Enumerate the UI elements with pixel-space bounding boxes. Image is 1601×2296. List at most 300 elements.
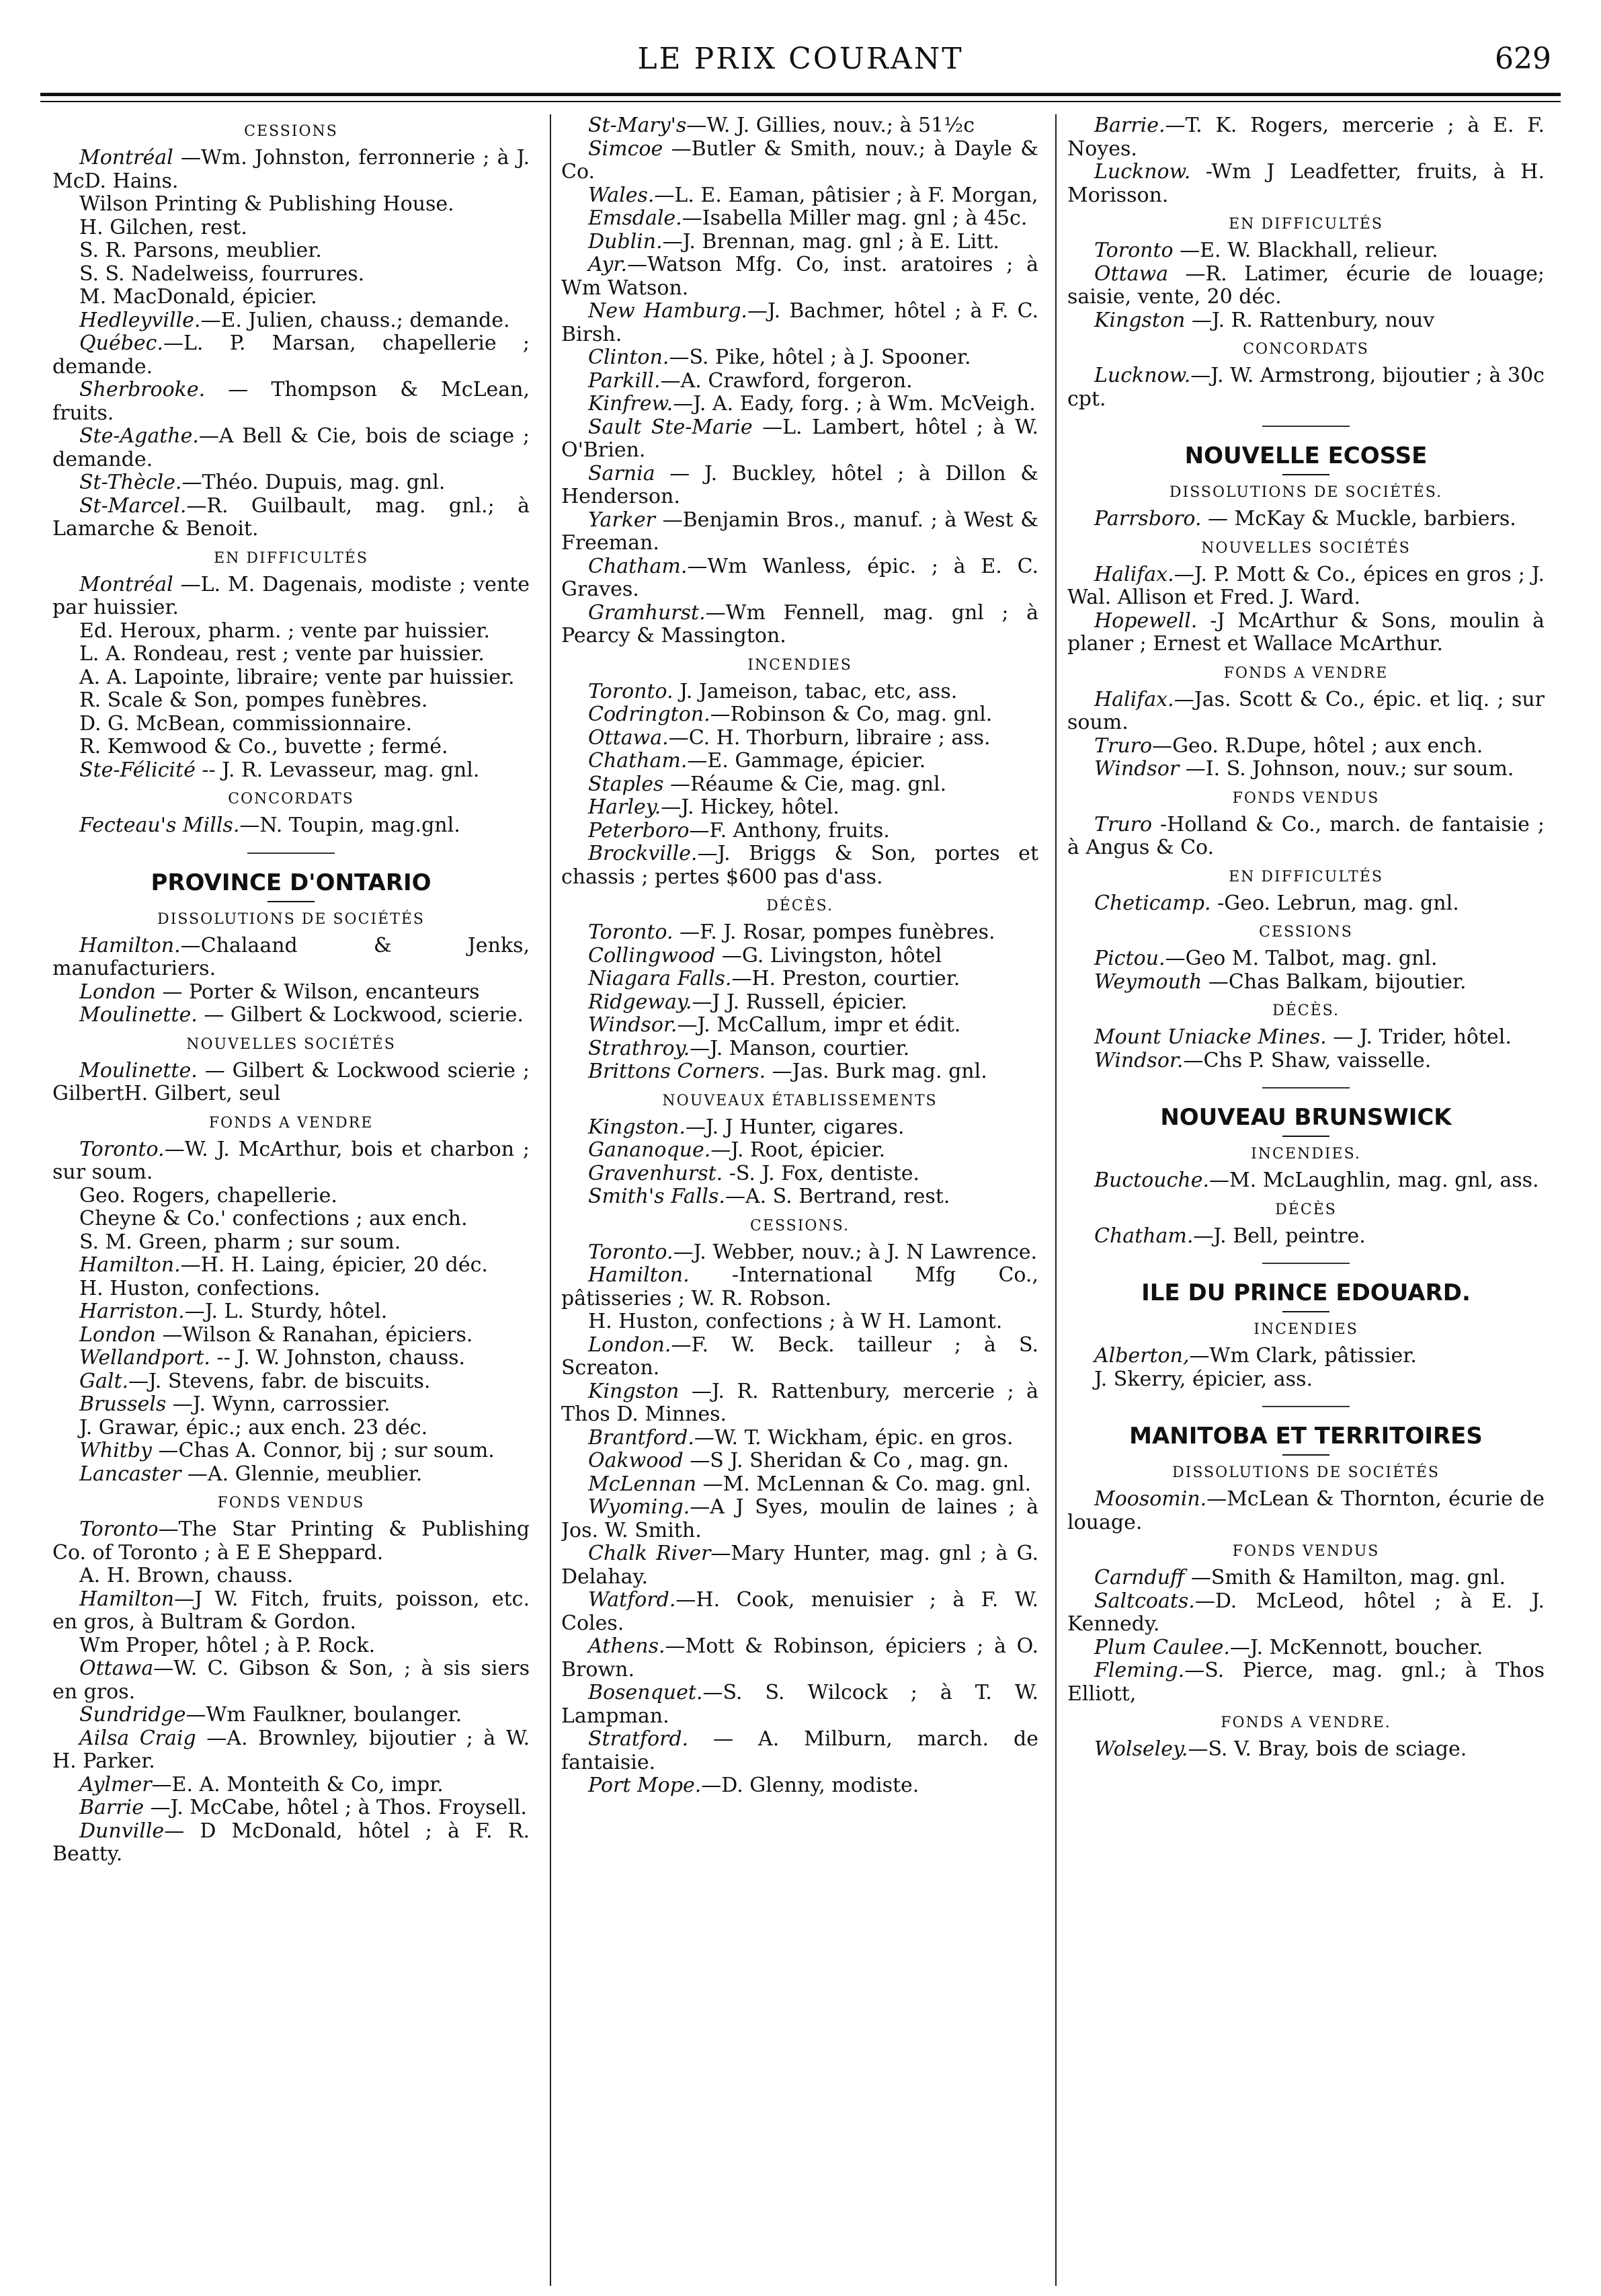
place-name: Staples — [588, 772, 664, 796]
section-label: DÉCÈS. — [766, 898, 833, 914]
entry-text: —Mary Hunter, mag. gnl ; à G. Delahay. — [561, 1542, 1038, 1589]
entry-text: R. Scale & Son, pompes funèbres. — [79, 688, 428, 712]
listing-entry — [1067, 263, 1545, 309]
section-label: EN DIFFICULTÉS — [1229, 216, 1383, 233]
listing-entry — [561, 509, 1038, 555]
place-name: Gananoque. — [588, 1138, 711, 1162]
entry-text: —W. J. Gillies, nouv.; à 51½c — [686, 114, 975, 137]
place-name: Parkill. — [588, 368, 661, 393]
section-divider — [1262, 1263, 1350, 1264]
place-name: Fecteau's Mills. — [79, 814, 240, 837]
listing-entry — [1067, 309, 1545, 333]
heading-underline — [1282, 1454, 1329, 1456]
place-name: Hamilton. — [79, 933, 181, 957]
place-name: Hamilton. — [79, 1253, 181, 1277]
entry-text: —I. S. Johnson, nouv.; sur soum. — [1179, 757, 1514, 781]
place-name: Windsor. — [1094, 1048, 1184, 1072]
entry-text: —J. P. Mott & Co., épices en gros ; J. Wal. Allison et Fred. J. Ward. — [1067, 562, 1545, 609]
listing-entry — [52, 1254, 530, 1277]
place-name: Peterboro — [588, 818, 690, 842]
place-name: Brantford. — [588, 1425, 694, 1450]
place-name: Mount Uniacke Mines. — [1094, 1025, 1327, 1049]
place-name: Toronto — [79, 1517, 159, 1541]
section-label: FONDS A VENDRE — [208, 1114, 374, 1132]
place-name: Ailsa Craig — [79, 1726, 196, 1750]
place-name: Toronto. — [588, 920, 673, 944]
listing-entry — [52, 495, 530, 541]
listing-entry — [561, 1334, 1038, 1380]
listing-entry — [561, 602, 1038, 648]
entry-text: — A. Milburn, march. de fantaisie. — [561, 1727, 1038, 1774]
place-name: Chatham. — [1094, 1224, 1194, 1248]
listing-entry — [52, 1518, 530, 1565]
listing-entry — [561, 253, 1038, 300]
entry-text: —S. V. Bray, bois de sciage. — [1188, 1737, 1467, 1761]
listing-entry — [52, 1565, 530, 1588]
place-name: Codrington. — [588, 703, 710, 726]
listing-entry — [561, 1728, 1038, 1774]
place-name: Ottawa — [79, 1657, 154, 1680]
listing-entry — [561, 184, 1038, 208]
listing-entry — [1067, 1590, 1545, 1636]
entry-text: —S. Pike, hôtel ; à J. Spooner. — [669, 346, 971, 369]
place-name: Toronto — [1094, 239, 1174, 262]
entry-text: S. S. Nadelweiss, fourrures. — [79, 262, 365, 286]
place-name: Hopewell. — [1094, 608, 1198, 633]
section-label: CONCORDATS — [228, 791, 354, 807]
listing-entry — [561, 138, 1038, 184]
listing-entry — [52, 1277, 530, 1301]
listing-entry — [52, 666, 530, 690]
entry-text: —Wm Faulkner, boulanger. — [186, 1703, 462, 1727]
listing-entry — [52, 1347, 530, 1370]
entry-text: —Chas Balkam, bijoutier. — [1202, 969, 1467, 994]
listing-entry — [52, 1463, 530, 1487]
listing-entry — [561, 346, 1038, 370]
listing-entry — [52, 239, 530, 263]
place-name: Fleming. — [1094, 1659, 1185, 1682]
listing-entry — [1067, 735, 1545, 758]
place-name: Collingwood — [588, 943, 716, 967]
place-name: Buctouche. — [1094, 1169, 1210, 1192]
entry-text: H. Huston, confections. — [79, 1276, 321, 1300]
listing-entry — [561, 842, 1038, 889]
place-name: Parrsboro. — [1094, 507, 1202, 530]
entry-text: —J. L. Sturdy, hôtel. — [184, 1300, 388, 1323]
entry-text: —J. Wynn, carrossier. — [166, 1392, 391, 1416]
place-name: Gramhurst. — [588, 600, 706, 625]
entry-text: —A. S. Bertrand, rest. — [725, 1185, 950, 1208]
listing-entry — [561, 1496, 1038, 1542]
entry-text: L. A. Rondeau, rest ; vente par huissier. — [79, 642, 485, 666]
entry-text: —E. W. Blackhall, relieur. — [1173, 239, 1438, 262]
section-label: EN DIFFICULTÉS — [1229, 868, 1383, 885]
place-name: Sault Ste-Marie — [588, 415, 753, 439]
entry-text: -Wm J Leadfetter, fruits, à H. Morisson. — [1067, 160, 1545, 207]
place-name: Harley. — [588, 795, 661, 819]
place-name: Plum Caulee. — [1094, 1635, 1230, 1659]
province-heading: PROVINCE D'ONTARIO — [151, 869, 432, 896]
listing-entry — [52, 1417, 530, 1440]
place-name: Québec. — [79, 331, 163, 355]
section-label: NOUVEAUX ÉTABLISSEMENTS — [662, 1092, 938, 1109]
entry-text: —Chalaand & Jenks, manufacturiers. — [52, 933, 530, 980]
listing-entry — [1067, 161, 1545, 207]
listing-entry — [561, 1162, 1038, 1186]
listing-entry — [52, 309, 530, 333]
listing-entry — [52, 147, 530, 193]
column-divider — [550, 114, 551, 2286]
place-name: Chatham. — [588, 554, 688, 578]
place-name: Galt. — [79, 1369, 129, 1393]
place-name: Whitby — [79, 1439, 152, 1462]
entry-text: S. R. Parsons, meublier. — [79, 239, 322, 262]
header-rule-thick — [40, 93, 1561, 96]
place-name: Wyoming. — [588, 1495, 690, 1519]
place-name: Moosomin. — [1094, 1487, 1207, 1511]
section-label: DÉCÈS. — [1272, 1002, 1340, 1019]
section-label: FONDS VENDUS — [1232, 1543, 1380, 1560]
entry-text: —J. R. Rattenbury, nouv — [1185, 308, 1435, 332]
place-name: Gravenhurst. — [588, 1161, 723, 1185]
entry-text: —F. Anthony, fruits. — [689, 818, 890, 842]
entry-text: —J. Hickey, hôtel. — [661, 795, 839, 819]
listing-entry — [1067, 1169, 1545, 1193]
place-name: Dunville — [79, 1819, 165, 1843]
listing-entry — [561, 1473, 1038, 1497]
entry-text: —J. Webber, nouv.; à J. N Lawrence. — [673, 1240, 1038, 1264]
column-3 — [1067, 114, 1545, 2279]
place-name: Ste-Agathe. — [79, 424, 199, 448]
entry-text: —E. Julien, chauss.; demande. — [200, 308, 510, 332]
listing-entry — [561, 703, 1038, 727]
listing-entry — [561, 750, 1038, 773]
section-label: EN DIFFICULTÉS — [214, 549, 368, 567]
place-name: Sherbrooke. — [79, 378, 206, 401]
listing-entry — [1067, 1488, 1545, 1534]
listing-entry — [561, 1681, 1038, 1728]
column-1 — [52, 114, 530, 2279]
listing-entry — [1067, 364, 1545, 411]
listing-entry — [52, 1657, 530, 1704]
province-heading-block — [1067, 1422, 1545, 1456]
listing-entry — [561, 114, 1038, 138]
entry-text: J. Jameison, tabac, etc, ass. — [673, 679, 958, 703]
section-label: CESSIONS — [244, 123, 338, 140]
listing-entry — [561, 991, 1038, 1015]
place-name: Ste-Félicité — [79, 758, 196, 782]
entry-text: —C. H. Thorburn, libraire ; ass. — [668, 725, 991, 750]
place-name: Ottawa. — [588, 725, 669, 750]
place-name: Ayr. — [588, 253, 627, 276]
place-name: Simcoe — [588, 136, 663, 161]
heading-underline — [268, 901, 315, 902]
listing-entry — [52, 1727, 530, 1774]
listing-entry — [561, 967, 1038, 991]
listing-entry — [52, 573, 530, 620]
listing-entry — [52, 643, 530, 666]
listing-entry — [561, 1774, 1038, 1798]
listing-entry — [52, 759, 530, 783]
listing-entry — [561, 1635, 1038, 1681]
page-number: 629 — [1495, 42, 1551, 76]
place-name: Toronto. — [588, 679, 673, 703]
listing-entry — [561, 1241, 1038, 1265]
province-heading: ILE DU PRINCE EDOUARD. — [1141, 1279, 1471, 1306]
listing-entry — [1067, 1659, 1545, 1706]
listing-entry — [52, 216, 530, 240]
listing-entry — [52, 713, 530, 736]
entry-text: D. G. McBean, commissionnaire. — [79, 711, 413, 736]
section-label: DISSOLUTIONS DE SOCIÉTÉS — [157, 910, 425, 928]
entry-text: -- J. W. Johnston, chauss. — [210, 1346, 466, 1370]
place-name: Lucknow. — [1094, 160, 1191, 184]
entry-text: —L. M. Dagenais, modiste ; vente par huissier. — [52, 572, 530, 619]
entry-text: —J. J Hunter, cigares. — [685, 1115, 905, 1139]
listing-entry — [561, 1116, 1038, 1140]
place-name: Weymouth — [1094, 969, 1202, 994]
entry-text: —S. Pierce, mag. gnl.; à Thos Elliott, — [1067, 1659, 1545, 1706]
listing-entry — [561, 555, 1038, 602]
listing-entry — [52, 193, 530, 216]
entry-text: —Wilson & Ranahan, épiciers. — [155, 1322, 473, 1347]
column-2 — [561, 114, 1038, 2279]
place-name: Hedleyville. — [79, 308, 201, 332]
entry-text: —E. A. Monteith & Co, impr. — [151, 1772, 444, 1796]
place-name: Brockville. — [588, 842, 698, 865]
entry-text: —Chs P. Shaw, vaisselle. — [1183, 1048, 1432, 1072]
entry-text: -J McArthur & Sons, moulin à planer ; Ernest et Wallace McArthur. — [1067, 608, 1545, 656]
section-label: DISSOLUTIONS DE SOCIÉTÉS. — [1169, 484, 1443, 501]
listing-entry — [1067, 1345, 1545, 1368]
place-name: Moulinette. — [79, 1003, 198, 1027]
entry-text: —A J Syes, moulin de laines ; à Jos. W. Smith. — [561, 1495, 1038, 1542]
listing-entry — [52, 1185, 530, 1208]
listing-entry — [52, 736, 530, 759]
listing-entry — [561, 231, 1038, 254]
place-name: Windsor. — [588, 1013, 678, 1037]
listing-entry — [52, 1820, 530, 1866]
header-rule-thin — [40, 101, 1561, 102]
listing-entry — [561, 820, 1038, 843]
entry-text: —H. Preston, courtier. — [731, 967, 960, 990]
place-name: Toronto. — [588, 1240, 673, 1264]
column-divider — [1055, 114, 1057, 2286]
section-label: FONDS A VENDRE — [1223, 664, 1389, 682]
entry-text: —M. McLennan & Co. mag. gnl. — [696, 1472, 1032, 1496]
place-name: Watford. — [588, 1588, 676, 1612]
entry-text: — J. Buckley, hôtel ; à Dillon & Henderson. — [561, 461, 1038, 508]
listing-entry — [561, 773, 1038, 797]
entry-text: -S. J. Fox, dentiste. — [723, 1161, 920, 1185]
listing-entry — [52, 1060, 530, 1106]
listing-entry — [52, 1231, 530, 1255]
listing-entry — [561, 1542, 1038, 1589]
listing-entry — [561, 1060, 1038, 1084]
entry-text: —J. Stevens, fabr. de biscuits. — [128, 1369, 431, 1393]
entry-text: — Gilbert & Lockwood scierie ; GilbertH. Gilbert, seul — [52, 1058, 530, 1105]
entry-text: —D. McLeod, hôtel ; à E. J. Kennedy. — [1067, 1589, 1545, 1636]
listing-entry — [52, 1588, 530, 1634]
listing-entry — [52, 1324, 530, 1347]
entry-text: —Chas A. Connor, bij ; sur soum. — [151, 1439, 495, 1462]
place-name: Halifax. — [1094, 687, 1174, 711]
listing-entry — [561, 1427, 1038, 1450]
entry-text: —F. J. Rosar, pompes funèbres. — [673, 920, 995, 944]
entry-text: —J J. Russell, épicier. — [692, 990, 907, 1014]
entry-text: —A Bell & Cie, bois de sciage ; demande. — [52, 424, 530, 471]
listing-entry — [561, 1037, 1038, 1061]
place-name: Wellandport. — [79, 1346, 210, 1370]
entry-text: —Jas. Scott & Co., épic. et liq. ; sur soum. — [1067, 687, 1545, 734]
listing-entry — [1067, 814, 1545, 860]
place-name: Carnduff — [1094, 1566, 1185, 1589]
place-name: Hamilton — [79, 1587, 175, 1611]
entry-text: —Isabella Miller mag. gnl ; à 45c. — [682, 206, 1028, 230]
listing-entry — [52, 620, 530, 643]
entry-text: —J. W. Armstrong, bijoutier ; à 30c cpt. — [1067, 364, 1545, 411]
entry-text: — Thompson & McLean, fruits. — [52, 378, 530, 425]
entry-text: S. M. Green, pharm ; sur soum. — [79, 1230, 401, 1254]
place-name: Stratford. — [588, 1727, 689, 1751]
place-name: London. — [588, 1333, 671, 1357]
entry-text: —J. R. Rattenbury, mercerie ; à Thos D. Minnes. — [561, 1379, 1038, 1426]
listing-entry — [561, 416, 1038, 463]
entry-text: —W. T. Wickham, épic. en gros. — [694, 1425, 1014, 1450]
listing-entry — [561, 796, 1038, 820]
entry-text: Wilson Printing & Publishing House. — [79, 192, 454, 216]
place-name: Pictou. — [1094, 947, 1165, 970]
place-name: Chatham. — [588, 749, 688, 773]
place-name: Kingston. — [588, 1115, 686, 1139]
listing-entry — [1067, 1225, 1545, 1249]
listing-entry — [1067, 758, 1545, 781]
place-name: Brussels — [79, 1392, 167, 1416]
province-heading-block — [1067, 1103, 1545, 1137]
section-label: NOUVELLES SOCIÉTÉS — [186, 1035, 396, 1053]
entry-text: — D McDonald, hôtel ; à F. R. Beatty. — [52, 1819, 530, 1866]
section-label: INCENDIES. — [1251, 1146, 1361, 1162]
entry-text: —McLean & Thornton, écurie de louage. — [1067, 1487, 1545, 1534]
listing-entry — [561, 1264, 1038, 1310]
heading-underline — [1282, 1136, 1329, 1137]
entry-text: —J. Root, épicier. — [710, 1138, 886, 1162]
listing-entry — [1067, 1026, 1545, 1050]
entry-text: —H. Cook, menuisier ; à F. W. Coles. — [561, 1588, 1038, 1635]
entry-text: —Robinson & Co, mag. gnl. — [710, 703, 993, 726]
place-name: Ridgeway. — [588, 990, 692, 1014]
place-name: Aylmer — [79, 1772, 152, 1796]
listing-entry — [1067, 114, 1545, 161]
place-name: Toronto. — [79, 1137, 165, 1161]
place-name: Saltcoats. — [1094, 1589, 1195, 1613]
entry-text: —A. Brownley, bijoutier ; à W. H. Parker. — [52, 1726, 530, 1773]
listing-entry — [561, 680, 1038, 704]
entry-text: —D. Glenny, modiste. — [701, 1774, 919, 1797]
entry-text: —Geo. R.Dupe, hôtel ; aux ench. — [1152, 734, 1483, 758]
place-name: Wolseley. — [1094, 1737, 1188, 1761]
listing-entry — [52, 1370, 530, 1394]
listing-entry — [52, 689, 530, 713]
listing-entry — [52, 286, 530, 309]
place-name: Sarnia — [588, 461, 655, 485]
entry-text: — McKay & Muckle, barbiers. — [1201, 507, 1516, 530]
province-heading-block — [52, 869, 530, 902]
place-name: Athens. — [588, 1634, 665, 1658]
entry-text: Wm Proper, hôtel ; à P. Rock. — [79, 1633, 376, 1657]
place-name: Chalk River — [588, 1542, 711, 1565]
listing-entry — [52, 263, 530, 286]
entry-text: —Wm Wanless, épic. ; à E. C. Graves. — [561, 554, 1038, 601]
listing-entry — [1067, 947, 1545, 971]
section-divider — [1262, 426, 1350, 427]
place-name: McLennan — [588, 1472, 697, 1496]
entry-text: —H. H. Laing, épicier, 20 déc. — [180, 1253, 488, 1277]
entry-text: —The Star Printing & Publishing Co. of Toronto ; à E E Sheppard. — [52, 1517, 530, 1565]
heading-underline — [1282, 1311, 1329, 1312]
place-name: Wales. — [588, 183, 655, 207]
entry-text: —J. Bell, peintre. — [1193, 1224, 1366, 1248]
entry-text: —W. C. Gibson & Son, ; à sis siers en gros. — [52, 1657, 530, 1704]
place-name: Halifax. — [1094, 562, 1174, 586]
entry-text: — Porter & Wilson, encanteurs — [155, 980, 480, 1004]
listing-entry — [561, 1380, 1038, 1427]
entry-text: —Mott & Robinson, épiciers ; à O. Brown. — [561, 1634, 1038, 1681]
listing-entry — [52, 332, 530, 379]
listing-entry — [561, 1589, 1038, 1635]
listing-entry — [1067, 239, 1545, 263]
entry-text: A. H. Brown, chauss. — [79, 1564, 294, 1587]
entry-text: —S. S. Wilcock ; à T. W. Lampman. — [561, 1681, 1038, 1728]
entry-text: H. Gilchen, rest. — [79, 215, 247, 239]
listing-entry — [1067, 563, 1545, 610]
listing-entry — [561, 1139, 1038, 1162]
place-name: Lancaster — [79, 1462, 181, 1486]
entry-text: Ed. Heroux, pharm. ; vente par huissier. — [79, 619, 491, 643]
entry-text: —J. Bachmer, hôtel ; à F. C. Birsh. — [561, 299, 1038, 346]
listing-entry — [52, 1208, 530, 1231]
place-name: Truro — [1094, 734, 1153, 758]
place-name: Kingston — [588, 1379, 680, 1403]
entry-text: —Wm Fennell, mag. gnl ; à Pearcy & Massington. — [561, 600, 1038, 647]
place-name: New Hamburg. — [588, 299, 747, 323]
entry-text: -Geo. Lebrun, mag. gnl. — [1210, 891, 1459, 915]
listing-entry — [1067, 892, 1545, 916]
entry-text: —R. Guilbault, mag. gnl.; à Lamarche & Benoit. — [52, 493, 530, 541]
province-heading-block — [1067, 442, 1545, 475]
entry-text: Cheyne & Co.' confections ; aux ench. — [79, 1207, 468, 1230]
section-label: FONDS VENDUS — [217, 1495, 365, 1511]
listing-entry — [52, 425, 530, 471]
listing-entry — [52, 1439, 530, 1463]
entry-text: —Wm Clark, pâtissier. — [1189, 1344, 1417, 1368]
entry-text: —J. McKennott, boucher. — [1229, 1635, 1483, 1659]
listing-entry — [1067, 971, 1545, 994]
listing-entry — [561, 1014, 1038, 1037]
place-name: Ottawa — [1094, 262, 1169, 286]
listing-entry — [1067, 688, 1545, 735]
listing-entry — [561, 393, 1038, 416]
entry-text: —J. Brennan, mag. gnl ; à E. Litt. — [662, 229, 999, 253]
listing-entry — [52, 1704, 530, 1727]
listing-entry — [52, 1774, 530, 1797]
listing-entry — [52, 1634, 530, 1658]
listing-entry — [52, 814, 530, 838]
entry-text: — J. Trider, hôtel. — [1326, 1025, 1512, 1049]
place-name: St-Thècle. — [79, 471, 182, 494]
place-name: Lucknow. — [1094, 364, 1191, 387]
listing-entry — [1067, 1636, 1545, 1660]
